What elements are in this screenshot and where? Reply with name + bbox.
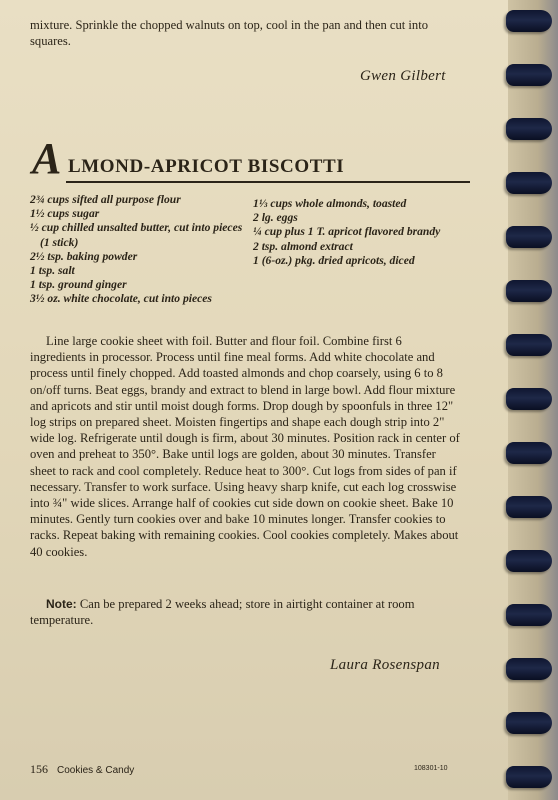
recipe-title	[30, 134, 450, 185]
binding-ring	[506, 280, 552, 302]
ingredient-item: 1 (6-oz.) pkg. dried apricots, diced	[253, 253, 415, 267]
binding-ring	[506, 172, 552, 194]
carryover-text: mixture. Sprinkle the chopped walnuts on top, cool in the pan and then cut into squares.	[30, 18, 429, 49]
recipe-signature: Laura Rosenspan	[330, 657, 440, 673]
binding-ring	[506, 388, 552, 410]
binding-ring	[506, 334, 552, 356]
note-label: Note:	[46, 597, 77, 611]
title-initial: A	[32, 134, 62, 183]
section-name: Cookies & Candy	[57, 765, 135, 776]
recipe-note	[30, 596, 460, 628]
binding-ring	[506, 550, 552, 572]
page-number: 156	[30, 762, 48, 776]
ingredient-item: ½ cup chilled unsalted butter, cut into pieces (1 stick)	[30, 221, 243, 249]
previous-recipe-signature: Gwen Gilbert	[360, 68, 446, 84]
ingredient-item: 1⅓ cups whole almonds, toasted	[253, 197, 407, 210]
ingredient-item: ¼ cup plus 1 T. apricot flavored brandy	[253, 225, 441, 239]
ingredient-item: 1 tsp. ground ginger	[30, 278, 127, 292]
binding-ring	[506, 10, 552, 32]
note-text: Can be prepared 2 weeks ahead; store in airtight container at room temperature.	[30, 597, 415, 628]
ingredients-left-column	[30, 193, 245, 307]
title-text: LMOND-APRICOT BISCOTTI	[68, 156, 345, 177]
page-footer	[30, 762, 134, 777]
ingredient-item: 1 tsp. salt	[30, 264, 75, 278]
ingredient-item: 2¾ cups sifted all purpose flour	[30, 193, 181, 206]
title-underline	[66, 181, 470, 183]
print-code: 108301-10	[414, 765, 448, 772]
ingredient-item: 1½ cups sugar	[30, 207, 100, 221]
binding-ring	[506, 766, 552, 788]
spiral-binding	[508, 0, 558, 800]
ingredient-item: 2 lg. eggs	[253, 211, 298, 225]
recipe-method: Line large cookie sheet with foil. Butter and flour foil. Combine first 6 ingredients in processor. Process until fine meal forms. Add white chocolate and process until finely chopped. Add toasted almonds and chop coarsely, using 6 to 8 on/off turns. Beat eggs, brandy and extract to blend in large bowl. Add flour mixture and apricots and stir until moist dough forms. Drop dough by spoonfuls in three 12" log strips on prepared sheet. Moisten fingertips and shape each dough strip into 2" wide log. Refrigerate until dough is firm, about 30 minutes. Position rack in center of oven and preheat to 350°. Bake until logs are golden, about 30 minutes. Transfer sheet to rack and cool completely. Reduce heat to 300°. Cut logs from sides of pan if necessary. Transfer to work surface. Using heavy sharp knife, cut each log crosswise into ¾" wide slices. Arrange half of cookies cut side down on cookie sheet. Bake 10 minutes. Gently turn cookies over and bake 10 minutes longer. Transfer cookies to racks. Repeat baking with remaining cookies. Cool cookies completely. Makes about 40 cookies.	[30, 334, 460, 559]
ingredients-right-column	[253, 197, 468, 268]
binding-ring	[506, 604, 552, 626]
binding-ring	[506, 496, 552, 518]
ingredient-item: 2½ tsp. baking powder	[30, 249, 138, 263]
binding-ring	[506, 226, 552, 248]
binding-ring	[506, 64, 552, 86]
binding-ring	[506, 712, 552, 734]
ingredient-item: 2 tsp. almond extract	[253, 239, 353, 253]
ingredient-item: 3½ oz. white chocolate, cut into pieces	[30, 292, 212, 306]
binding-ring	[506, 118, 552, 140]
binding-ring	[506, 442, 552, 464]
binding-ring	[506, 658, 552, 680]
